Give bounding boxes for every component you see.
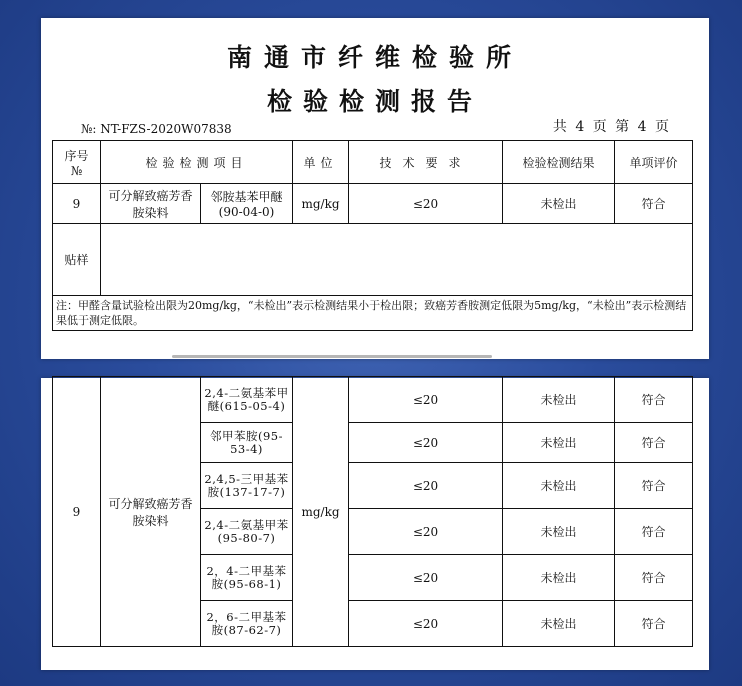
row-requirement: ≤20 [349,601,503,647]
row-evaluation: 符合 [615,509,693,555]
row-category: 可分解致癌芳香胺染料 [101,184,201,224]
results-table-header [52,140,693,331]
row-requirement: ≤20 [349,555,503,601]
row-requirement: ≤20 [349,509,503,555]
row-evaluation: 符合 [615,463,693,509]
row-result: 未检出 [503,184,615,224]
row-seq: 9 [53,184,101,224]
header-evaluation: 单项评价 [615,141,693,184]
row-requirement: ≤20 [349,184,503,224]
row-category: 可分解致癌芳香胺染料 [101,377,201,647]
table-header-row [53,141,693,184]
results-table-continued [52,376,693,647]
header-item: 检验检测项目 [101,141,293,184]
row-seq: 9 [53,377,101,647]
sample-row [53,224,693,296]
row-result: 未检出 [503,377,615,423]
row-requirement: ≤20 [349,463,503,509]
header-seq-label: 序号 [64,148,89,163]
table-row [53,377,693,423]
page-info: 共 4 页 第 4 页 [552,119,671,135]
header-seq [53,141,101,184]
row-evaluation: 符合 [615,423,693,463]
row-evaluation: 符合 [615,601,693,647]
row-result: 未检出 [503,555,615,601]
report-number: №: NT-FZS-2020W07838 [81,122,232,136]
row-result: 未检出 [503,509,615,555]
report-page-bottom [41,378,709,670]
report-page-top [41,18,709,359]
row-evaluation: 符合 [615,555,693,601]
row-substance: 2，4-二甲基苯胺(95-68-1) [201,555,293,601]
row-result: 未检出 [503,601,615,647]
row-evaluation: 符合 [615,184,693,224]
report-title: 检验检测报告 [266,87,483,116]
row-requirement: ≤20 [349,377,503,423]
row-result: 未检出 [503,423,615,463]
row-substance: 2,4-二氨基苯甲醚(615-05-4) [201,377,293,423]
sample-area [101,224,693,296]
row-requirement: ≤20 [349,423,503,463]
row-unit: mg/kg [293,184,349,224]
row-evaluation: 符合 [615,377,693,423]
row-substance: 2，6-二甲基苯胺(87-62-7) [201,601,293,647]
header-requirement: 技术要求 [349,141,503,184]
row-substance: 邻甲苯胺(95-53-4) [201,423,293,463]
note-text: 注：甲醛含量试验检出限为20mg/kg，“未检出”表示检测结果小于检出限；致癌芳香胺测定低限为5mg/kg，“未检出”表示检测结果低于测定低限。 [53,296,693,331]
row-unit: mg/kg [293,377,349,647]
row-substance: 邻胺基苯甲醚(90-04-0) [201,184,293,224]
table-row [53,184,693,224]
sample-label: 贴样 [53,224,101,296]
row-substance: 2,4-二氨基甲苯(95-80-7) [201,509,293,555]
header-seq-sub: № [70,163,83,178]
row-substance: 2,4,5-三甲基苯胺(137-17-7) [201,463,293,509]
institution-title: 南通市纤维检验所 [226,43,523,72]
row-result: 未检出 [503,463,615,509]
header-unit: 单位 [293,141,349,184]
header-result: 检验检测结果 [503,141,615,184]
note-row [53,296,693,331]
scrollbar[interactable] [172,355,492,358]
